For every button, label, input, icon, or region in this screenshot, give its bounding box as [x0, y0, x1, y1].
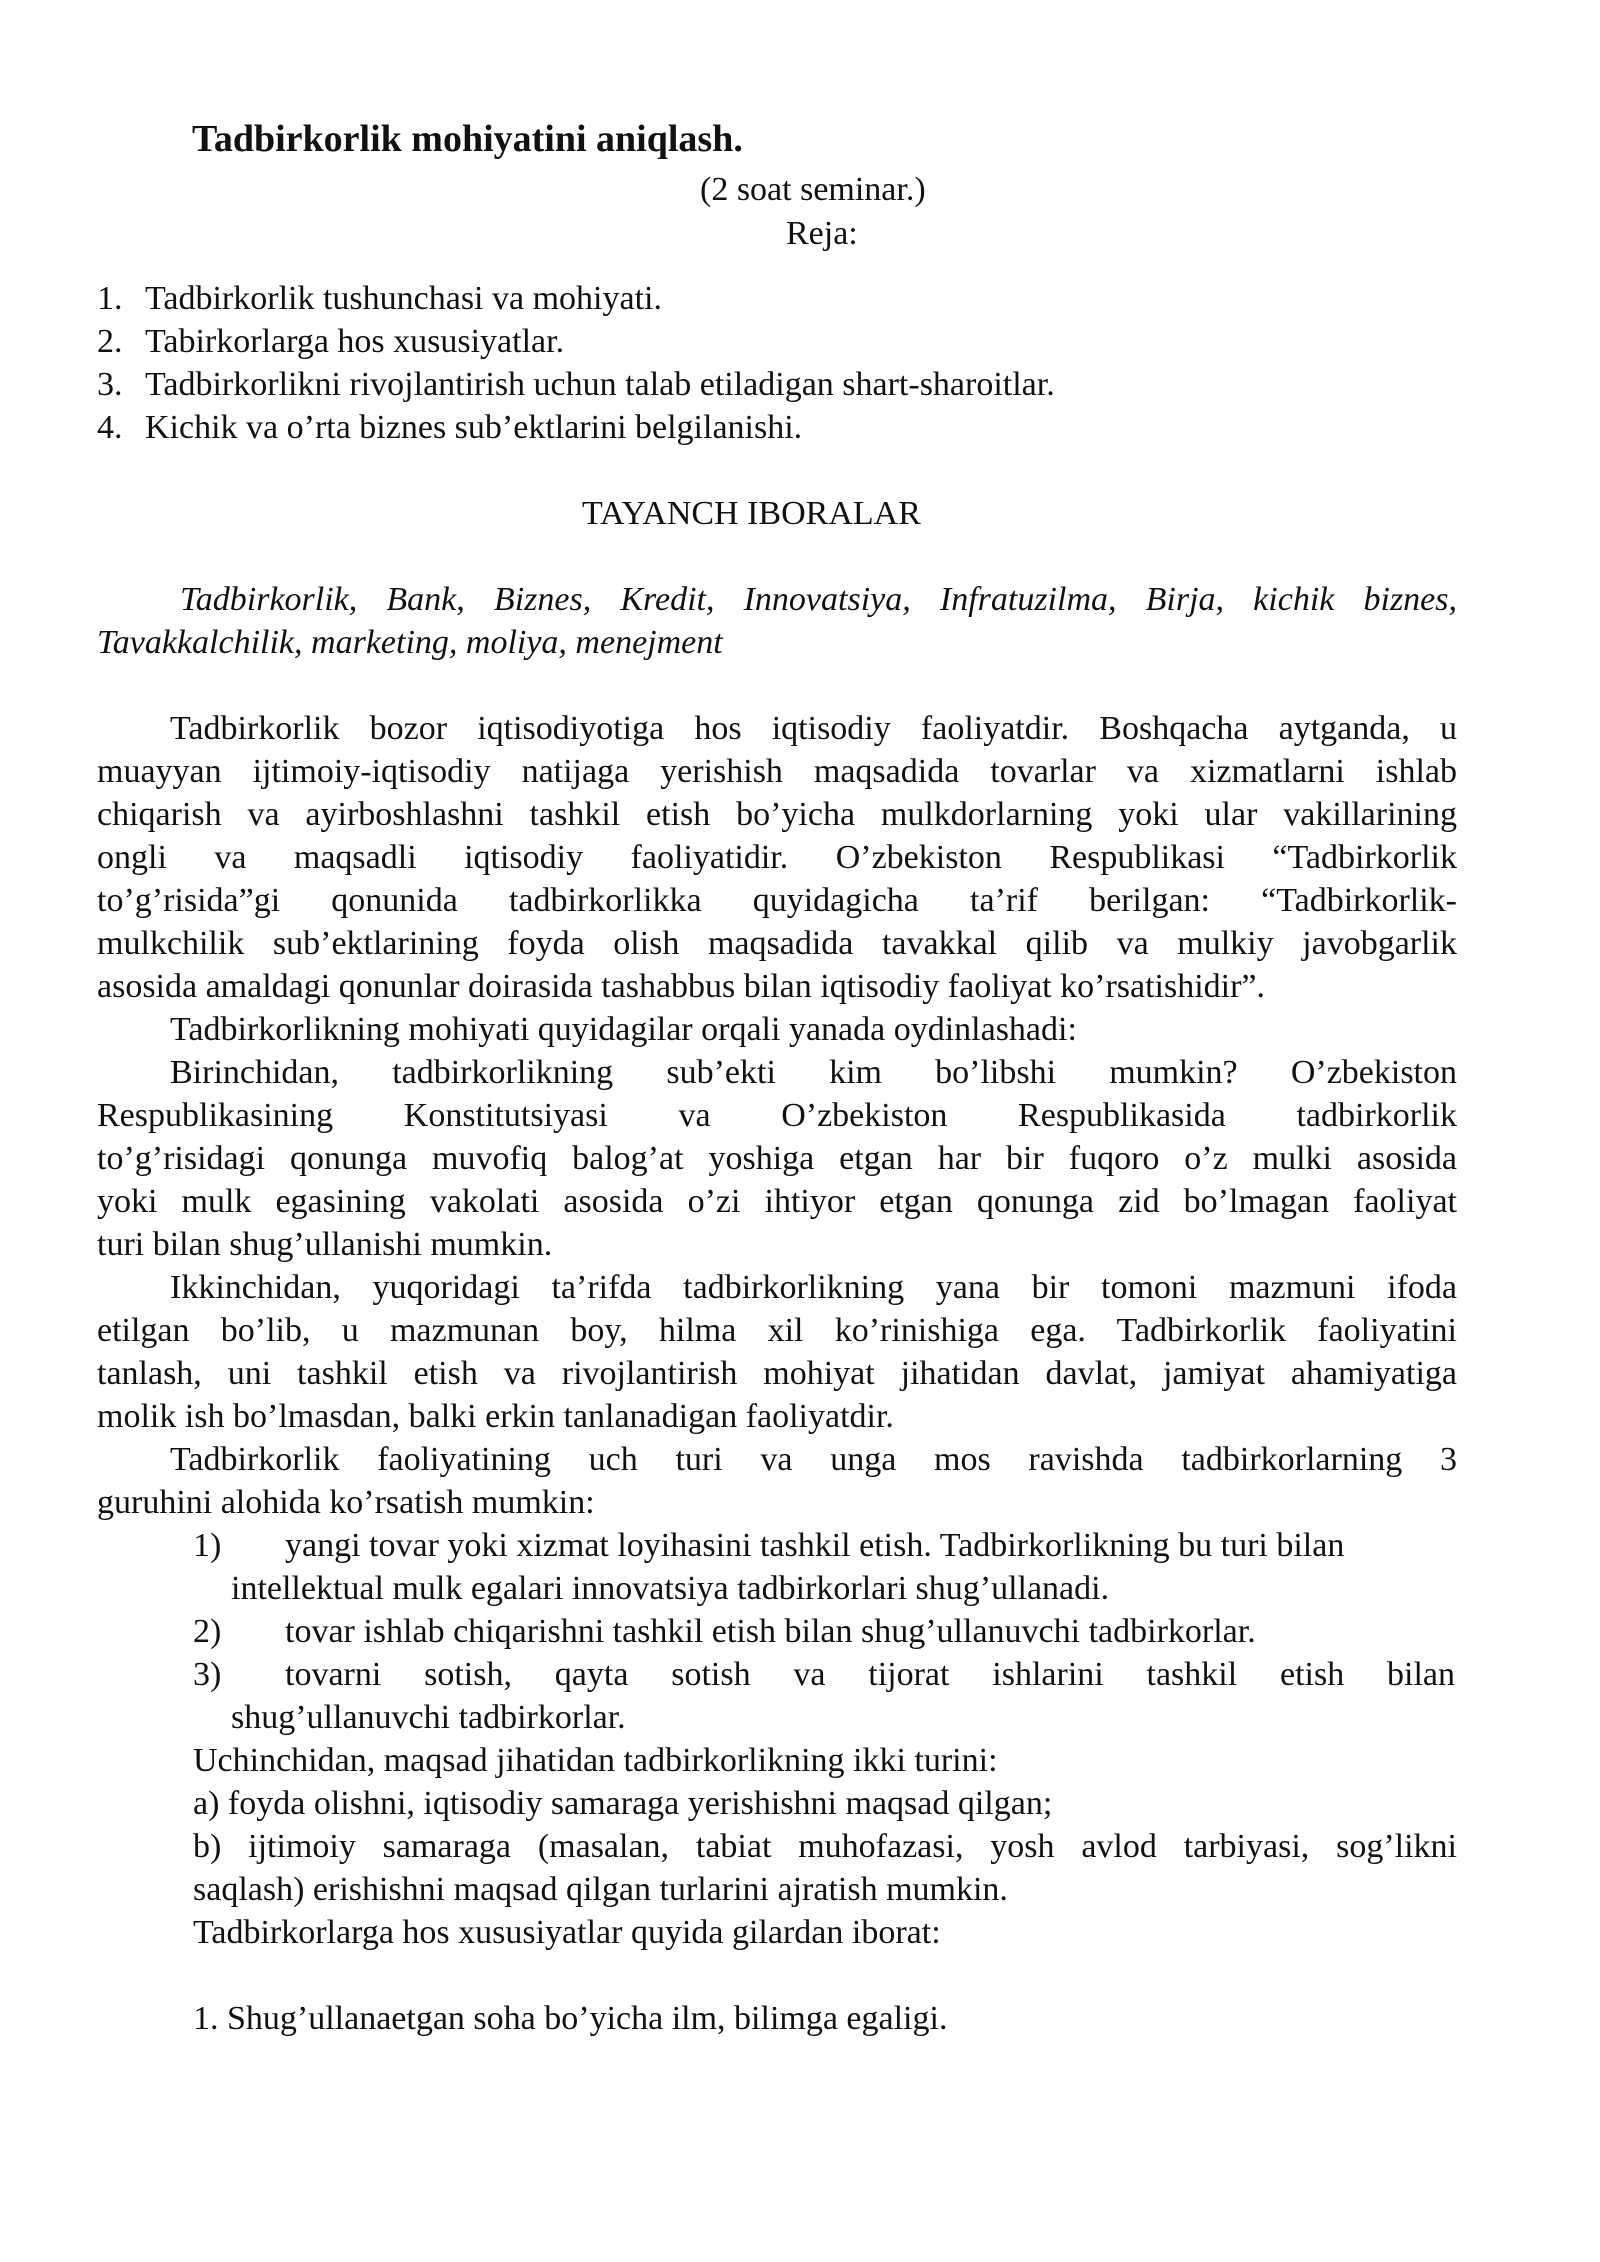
paragraph-line: chiqarish va ayirboshlashni tashkil etish bo’yicha mulkdorlarning yoki ular vakillarining [97, 796, 1457, 833]
paragraph-line: turi bilan shug’ullanishi mumkin. [97, 1226, 553, 1263]
plan-item-number: 4. [97, 409, 123, 446]
paragraph-line: mulkchilik sub’ektlarining foyda olish maqsadida tavakkal qilib va mulkiy javobgarlik [97, 925, 1457, 962]
type-item-text: yangi tovar yoki xizmat loyihasini tashkil etish. Tadbirkorlikning bu turi bilan [285, 1527, 1345, 1564]
paragraph-line: a) foyda olishni, iqtisodiy samaraga yerishishni maqsad qilgan; [193, 1785, 1053, 1822]
plan-label: Reja: [786, 215, 858, 252]
plan-item-text: Tabirkorlarga hos xususiyatlar. [145, 323, 565, 360]
paragraph-line: to’g’risida”gi qonunida tadbirkorlikka quyidagicha ta’rif berilgan: “Tadbirkorlik- [97, 882, 1457, 919]
keywords-heading: TAYANCH IBORALAR [582, 495, 921, 532]
paragraph-line: Tadbirkorlarga hos xususiyatlar quyida gilardan iborat: [193, 1914, 941, 1951]
keywords-line: Tadbirkorlik, Bank, Biznes, Kredit, Innovatsiya, Infratuzilma, Birja, kichik biznes, [180, 581, 1457, 618]
type-item-text: tovar ishlab chiqarishni tashkil etish bilan shug’ullanuvchi tadbirkorlar. [285, 1613, 1256, 1650]
type-item-continuation: intellektual mulk egalari innovatsiya tadbirkorlari shug’ullanadi. [231, 1570, 1110, 1607]
plan-item-text: Kichik va o’rta biznes sub’ektlarini belgilanishi. [145, 409, 803, 446]
paragraph-line: guruhini alohida ko’rsatish mumkin: [97, 1484, 595, 1521]
paragraph-line: tanlash, uni tashkil etish va rivojlantirish mohiyat jihatidan davlat, jamiyat ahamiyatiga [97, 1355, 1457, 1392]
paragraph-line: Tadbirkorlikning mohiyati quyidagilar orqali yanada oydinlashadi: [170, 1011, 1077, 1048]
plan-item-number: 3. [97, 366, 123, 403]
paragraph-line: to’g’risidagi qonunga muvofiq balog’at yoshiga etgan har bir fuqoro o’z mulki asosida [97, 1140, 1457, 1177]
plan-item-text: Tadbirkorlikni rivojlantirish uchun talab etiladigan shart-sharoitlar. [145, 366, 1055, 403]
paragraph-line: etilgan bo’lib, u mazmunan boy, hilma xil ko’rinishiga ega. Tadbirkorlik faoliyatini [97, 1312, 1457, 1349]
plan-item [97, 363, 1055, 407]
paragraph-line: b) ijtimoiy samaraga (masalan, tabiat muhofazasi, yosh avlod tarbiyasi, sog’likni [193, 1828, 1457, 1865]
paragraph-line: Tadbirkorlik faoliyatining uch turi va unga mos ravishda tadbirkorlarning 3 [170, 1441, 1457, 1478]
type-item [193, 1653, 1457, 1697]
paragraph-line: Tadbirkorlik bozor iqtisodiyotiga hos iqtisodiy faoliyatdir. Boshqacha aytganda, u [170, 710, 1457, 747]
keywords-line: Tavakkalchilik, marketing, moliya, menejment [97, 624, 723, 661]
paragraph-line: saqlash) erishishni maqsad qilgan turlarini ajratish mumkin. [193, 1871, 1008, 1908]
plan-item [97, 320, 564, 364]
plan-item [97, 406, 802, 450]
plan-item-number: 1. [97, 280, 123, 317]
paragraph-line: asosida amaldagi qonunlar doirasida tashabbus bilan iqtisodiy faoliyat ko’rsatishidir”. [97, 968, 1266, 1005]
type-item-number: 1) [193, 1527, 222, 1564]
plan-item-text: Tadbirkorlik tushunchasi va mohiyati. [145, 280, 662, 317]
type-item-continuation: shug’ullanuvchi tadbirkorlar. [231, 1699, 626, 1736]
paragraph-line: yoki mulk egasining vakolati asosida o’zi ihtiyor etgan qonunga zid bo’lmagan faoliyat [97, 1183, 1457, 1220]
type-item-text: tovarni sotish, qayta sotish va tijorat ishlarini tashkil etish bilan [285, 1656, 1455, 1693]
document-subtitle: (2 soat seminar.) [700, 171, 926, 208]
paragraph-line: muayyan ijtimoiy-iqtisodiy natijaga yerishish maqsadida tovarlar va xizmatlarni ishlab [97, 753, 1457, 790]
paragraph-line: Ikkinchidan, yuqoridagi ta’rifda tadbirkorlikning yana bir tomoni mazmuni ifoda [170, 1269, 1457, 1306]
type-item [193, 1524, 1344, 1568]
paragraph-line: molik ish bo’lmasdan, balki erkin tanlanadigan faoliyatdir. [97, 1398, 894, 1435]
paragraph-line: Respublikasining Konstitutsiyasi va O’zbekiston Respublikasida tadbirkorlik [97, 1097, 1457, 1134]
type-item [193, 1610, 1256, 1654]
type-item-number: 2) [193, 1613, 222, 1650]
paragraph-line: 1. Shug’ullanaetgan soha bo’yicha ilm, bilimga egaligi. [193, 2000, 948, 2037]
paragraph-line: Birinchidan, tadbirkorlikning sub’ekti kim bo’libshi mumkin? O’zbekiston [170, 1054, 1457, 1091]
plan-item [97, 277, 662, 321]
document-title: Tadbirkorlik mohiyatini aniqlash. [192, 118, 743, 160]
type-item-number: 3) [193, 1656, 222, 1693]
plan-item-number: 2. [97, 323, 123, 360]
paragraph-line: ongli va maqsadli iqtisodiy faoliyatidir. O’zbekiston Respublikasi “Tadbirkorlik [97, 839, 1457, 876]
paragraph-line: Uchinchidan, maqsad jihatidan tadbirkorlikning ikki turini: [193, 1742, 998, 1779]
